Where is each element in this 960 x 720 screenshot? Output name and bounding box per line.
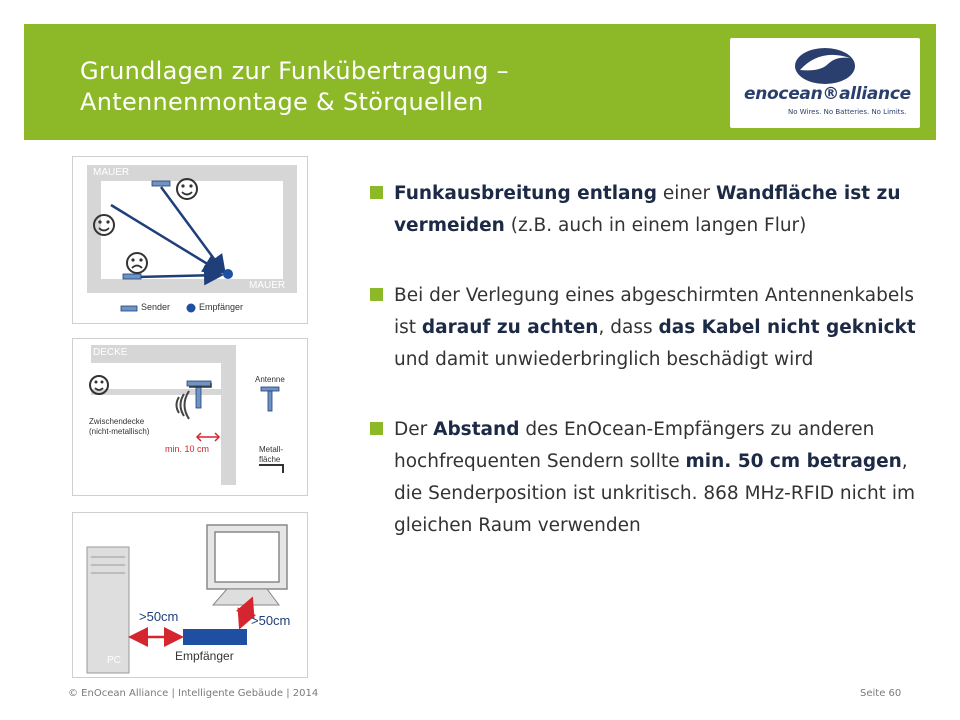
metal-surface-label (259, 445, 283, 465)
monitor-distance-label: >50cm (251, 613, 291, 628)
receiver-label: Empfänger (175, 649, 234, 663)
ceiling-label: DECKE (93, 347, 128, 358)
bullet-marker-icon (370, 422, 383, 435)
diagram-antenna-mounting (72, 338, 308, 496)
pc-label: PC (107, 655, 121, 666)
pc-distance-label: >50cm (139, 609, 179, 624)
wall-diagram-graphic (73, 157, 307, 323)
b2-text-2: , dass (598, 317, 659, 338)
wall-label-bottom: MAUER (249, 280, 286, 291)
bullet-list (370, 178, 922, 580)
intermediate-ceiling-label (89, 417, 149, 437)
bullet-item-2 (370, 280, 922, 376)
legend-receiver: Empfänger (199, 302, 244, 312)
b2-bold-1: darauf zu achten (421, 317, 599, 338)
page-number: Seite 60 (860, 688, 902, 699)
title-line-2: Antennenmontage & Störquellen (80, 88, 484, 116)
page-title (80, 56, 509, 118)
dolphin-icon (790, 42, 860, 86)
b3-bold-2: min. 50 cm betragen (685, 451, 902, 472)
bullet-item-1 (370, 178, 922, 242)
b2-text-1: Bei der Verlegung eines abgeschirmten Antennenkabels ist (394, 285, 915, 338)
b3-text-3: , die Senderposition ist unkritisch. 868 MHz-RFID nicht im gleichen Raum verwenden (394, 451, 915, 536)
footer-text: © EnOcean Alliance | Intelligente Gebäude | 2014 (68, 688, 319, 699)
b3-text-1: Der (394, 419, 434, 440)
title-line-1: Grundlagen zur Funkübertragung – (80, 57, 509, 85)
diagram-transmitter-distance (72, 512, 308, 678)
wall-label-top: MAUER (93, 167, 130, 178)
b1-bold-1: Funkausbreitung entlang (394, 183, 657, 204)
b2-text-3: und damit unwiederbringlich beschädigt wird (394, 349, 814, 370)
b1-text-2: (z.B. auch in einem langen Flur) (504, 215, 807, 236)
b3-text-2: des EnOcean-Empfängers zu anderen hochfrequenten Sendern sollte (394, 419, 875, 472)
intermediate-line-2: (nicht-metallisch) (89, 427, 150, 436)
bullet-marker-icon (370, 288, 383, 301)
distance-label: min. 10 cm (165, 444, 210, 454)
antenna-label: Antenne (255, 375, 285, 384)
metal-line-1: Metall- (259, 445, 284, 454)
b3-bold-1: Abstand (433, 419, 520, 440)
logo-wordmark: enocean®alliance (744, 84, 911, 104)
logo-tagline: No Wires. No Batteries. No Limits. (788, 108, 907, 116)
b2-bold-2: das Kabel nicht geknickt (658, 317, 916, 338)
bullet-item-3 (370, 414, 922, 542)
legend-sender: Sender (141, 302, 171, 312)
diagram-wall-propagation (72, 156, 308, 324)
header-banner (24, 24, 936, 140)
metal-line-2: fläche (259, 455, 281, 464)
b1-text-1: einer (656, 183, 716, 204)
intermediate-line-1: Zwischendecke (89, 417, 145, 426)
enocean-logo (730, 38, 920, 128)
bullet-marker-icon (370, 186, 383, 199)
b1-bold-2: Wandfläche ist zu vermeiden (394, 183, 901, 236)
